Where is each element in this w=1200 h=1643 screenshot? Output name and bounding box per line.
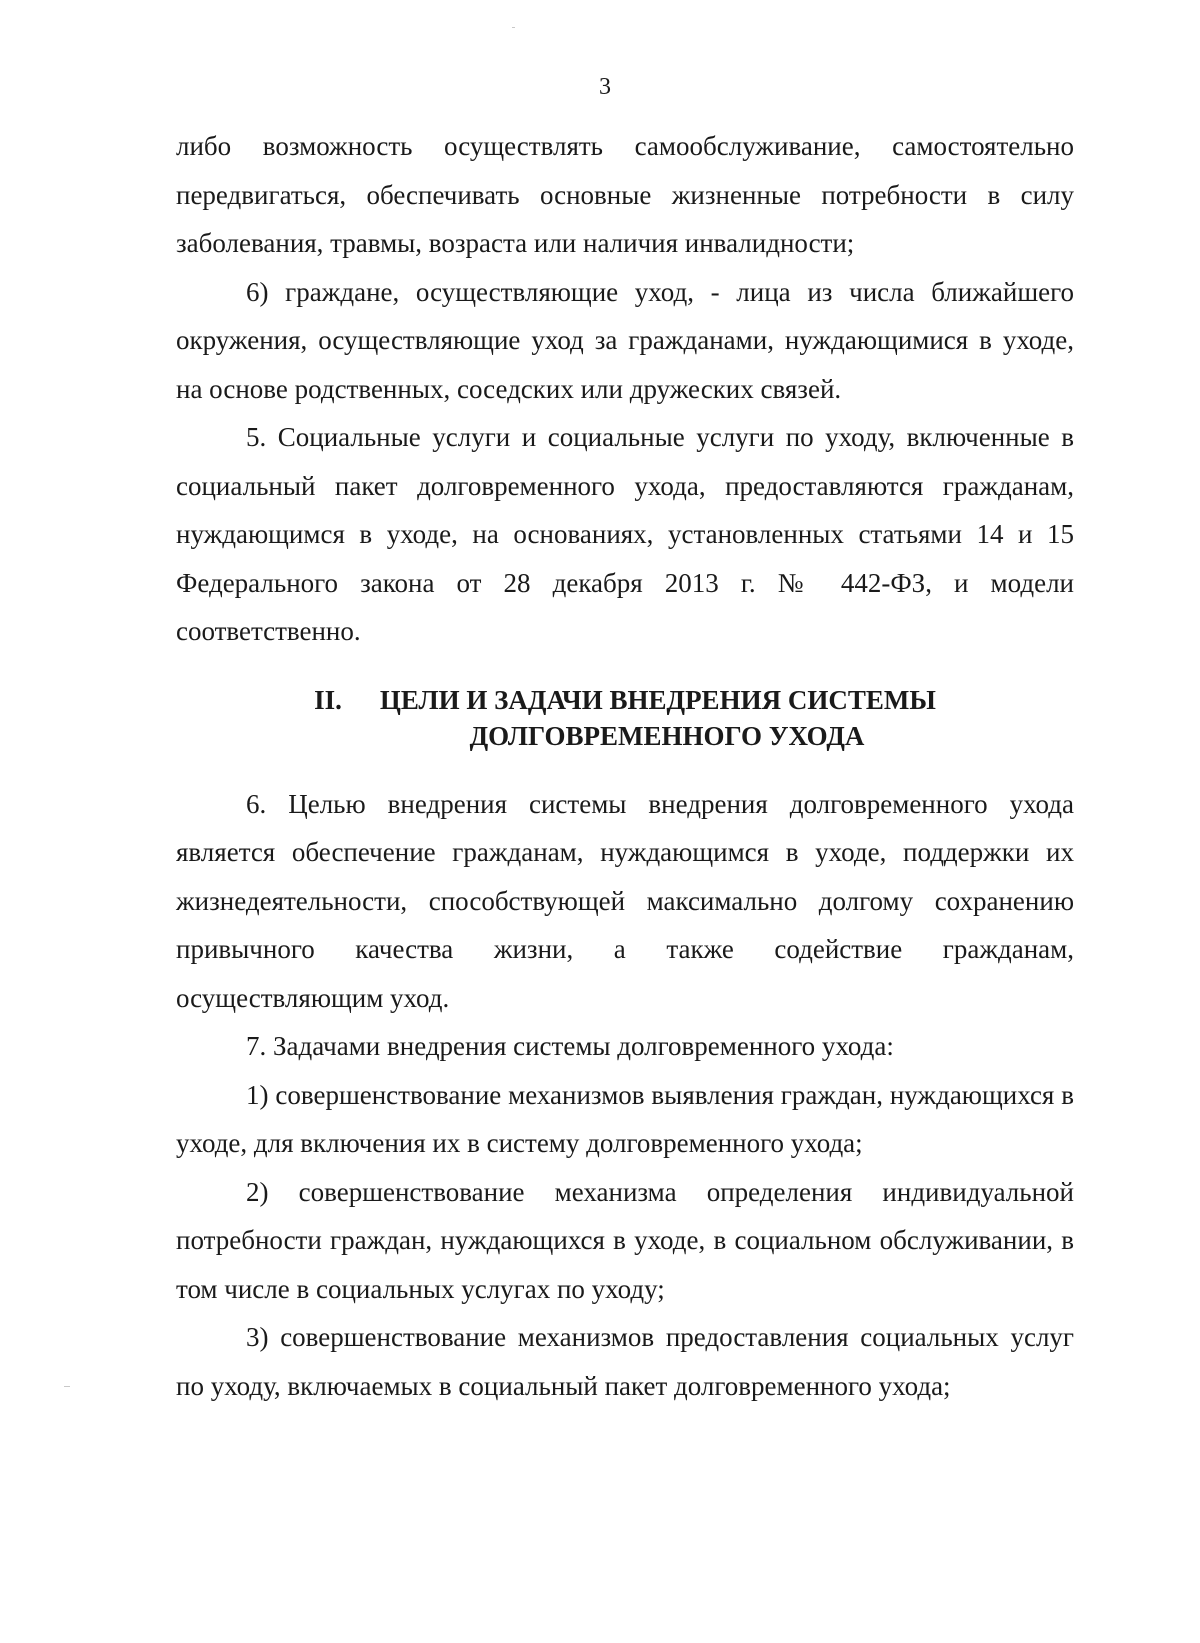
section-heading xyxy=(176,682,1074,754)
scan-speck xyxy=(512,27,515,28)
paragraph-item-6: 6) граждане, осуществляющие уход, - лица из числа ближайшего окружения, осуществляющие уход за гражданами, нуждающимися в уходе, на основе родственных, соседских или дружеских связей. xyxy=(176,276,1074,404)
section-number: II. xyxy=(314,684,342,715)
paragraph-continuation: либо возможность осуществлять самообслуживание, самостоятельно передвигаться, обеспечивать основные жизненные потребности в силу заболевания, травмы, возраста или наличия инвалидности; xyxy=(176,131,1074,258)
paragraph-clause-6: 6. Целью внедрения системы внедрения долговременного ухода является обеспечение гражданам, нуждающимся в уходе, поддержки их жизнедеятельности, способствующей максимально долгому сохранению привычного качества жизни, а также содействие гражданам, осуществляющим уход. xyxy=(176,788,1074,1013)
section-title-line-1: ЦЕЛИ И ЗАДАЧИ ВНЕДРЕНИЯ СИСТЕМЫ xyxy=(379,684,936,715)
paragraph-clause-5: 5. Социальные услуги и социальные услуги по уходу, включенные в социальный пакет долговременного ухода, предоставляются гражданам, нуждающимся в уходе, на основаниях, установленных статьями 14 и 15 Федерального закона от 28 декабря 2013 г. № 442-ФЗ, и модели соответственно. xyxy=(176,422,1074,646)
paragraph-task-1: 1) совершенствование механизмов выявления граждан, нуждающихся в уходе, для включения их в систему долговременного ухода; xyxy=(176,1079,1074,1158)
page-number: 3 xyxy=(599,74,611,100)
paragraph-clause-7: 7. Задачами внедрения системы долговременного ухода: xyxy=(246,1031,894,1061)
scan-speck xyxy=(64,1386,70,1387)
document-body xyxy=(176,122,1074,1410)
paragraph-task-2: 2) совершенствование механизма определения индивидуальной потребности граждан, нуждающихся в уходе, в социальном обслуживании, в том числе в социальных услугах по уходу; xyxy=(176,1176,1074,1304)
section-title-line-2: ДОЛГОВРЕМЕННОГО УХОДА xyxy=(469,720,865,751)
paragraph-task-3: 3) совершенствование механизмов предоставления социальных услуг по уходу, включаемых в социальный пакет долговременного ухода; xyxy=(176,1322,1074,1401)
